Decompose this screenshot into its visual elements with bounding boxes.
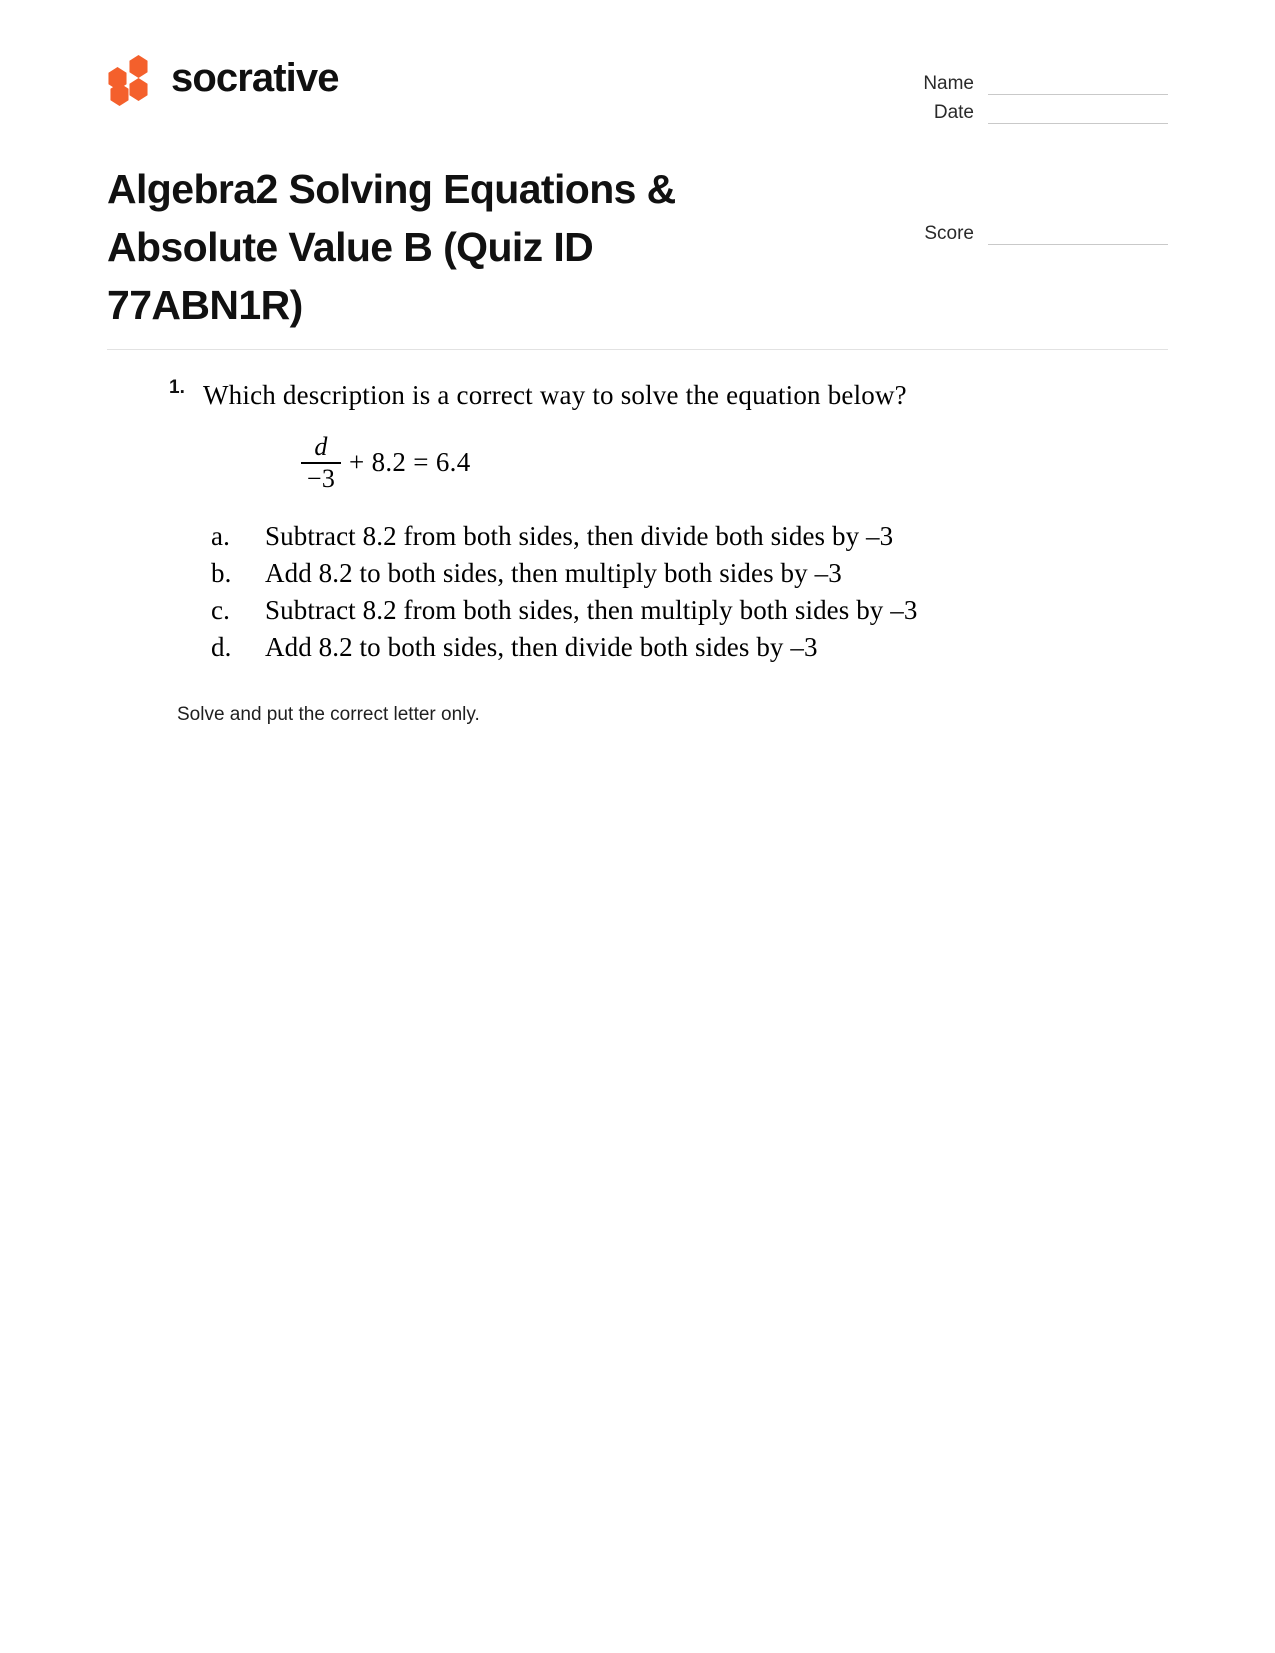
choice-letter-a: a.	[211, 521, 230, 551]
name-field-row	[888, 66, 1168, 95]
question-instruction: Solve and put the correct letter only.	[177, 704, 480, 725]
question-prompt: Which description is a correct way to solve the equation below?	[203, 380, 907, 410]
student-meta-fields	[888, 66, 1168, 124]
answer-choice-d[interactable]	[203, 629, 1168, 666]
choice-text-b: Add 8.2 to both sides, then multiply both sides by –3	[265, 558, 842, 588]
answer-choice-a[interactable]	[203, 518, 1168, 555]
choice-letter-c: c.	[211, 595, 230, 625]
header-divider	[107, 349, 1168, 350]
choice-text-a: Subtract 8.2 from both sides, then divide both sides by –3	[265, 521, 894, 551]
choice-text-c: Subtract 8.2 from both sides, then multiply both sides by –3	[265, 595, 918, 625]
socrative-logo	[107, 55, 339, 101]
answer-choice-c[interactable]	[203, 592, 1168, 629]
equation-remainder: + 8.2 = 6.4	[349, 446, 471, 477]
equation-fraction	[301, 434, 341, 492]
date-input-line[interactable]	[988, 103, 1168, 124]
answer-choice-b[interactable]	[203, 555, 1168, 592]
socrative-hexagon-icon	[107, 55, 155, 101]
fraction-denominator: −3	[306, 464, 336, 493]
question-number: 1.	[169, 377, 185, 398]
choice-text-d: Add 8.2 to both sides, then divide both sides by –3	[265, 632, 818, 662]
choice-letter-b: b.	[211, 558, 232, 588]
brand-wordmark: socrative	[171, 56, 339, 100]
page-header	[107, 0, 1168, 150]
page-title: Algebra2 Solving Equations & Absolute Value B (Quiz ID 77ABN1R)	[107, 166, 676, 328]
name-label: Name	[923, 73, 974, 94]
date-label: Date	[933, 102, 974, 123]
answer-choices	[203, 518, 1168, 666]
score-label: Score	[924, 223, 974, 244]
score-field-row	[888, 223, 1168, 245]
question-1	[107, 378, 1168, 728]
date-field-row	[888, 95, 1168, 124]
fraction-numerator: d	[314, 432, 328, 461]
question-equation	[301, 434, 1168, 492]
title-block	[107, 160, 1168, 335]
question-body	[169, 378, 1168, 728]
name-input-line[interactable]	[988, 74, 1168, 95]
score-input-line[interactable]	[988, 224, 1168, 245]
choice-letter-d: d.	[211, 632, 232, 662]
